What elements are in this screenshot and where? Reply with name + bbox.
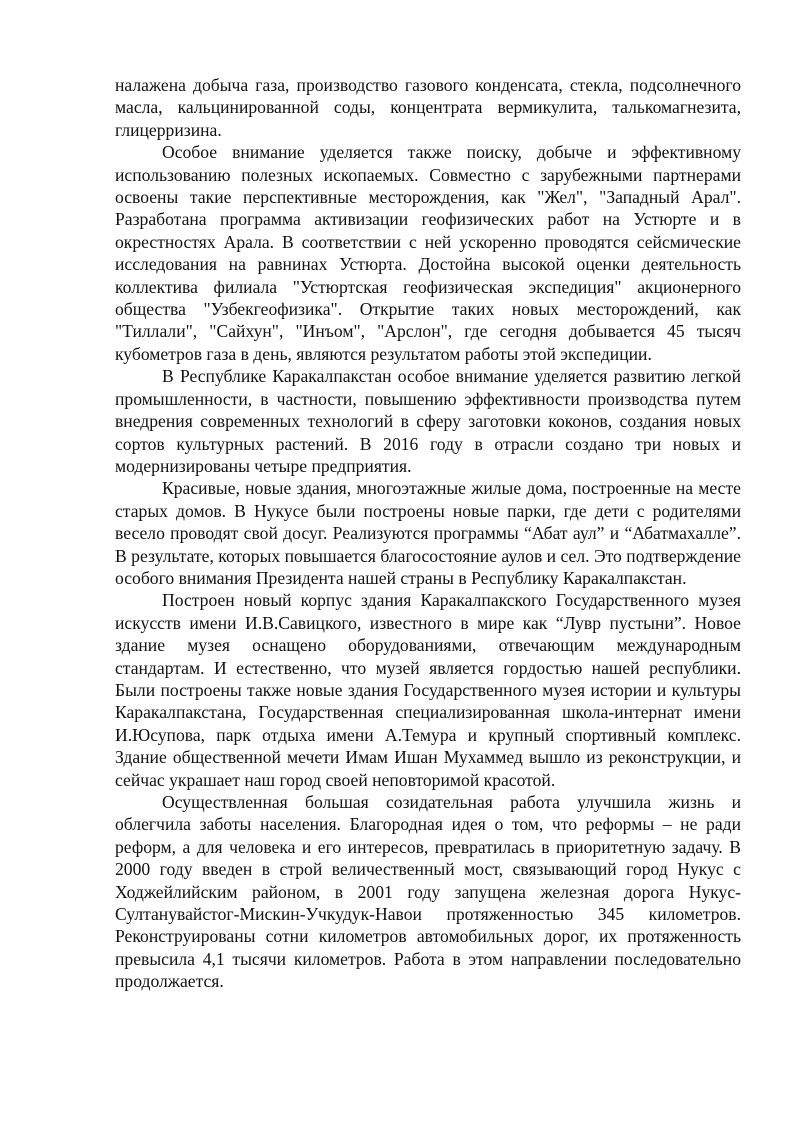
- paragraph-infrastructure: Осуществленная большая созидательная работа улучшила жизнь и облегчила заботы населения. Благородная идея о том, что реформы – не ради реформ, а для человека и его интересов, превратилась в приоритетную задачу. В 2000 году введен в строй величественный мост, связывающий город Нукус с Ходжейлийским районом, в 2001 году запущена железная дорога Нукус-Султанувайстог-Мискин-Учкудук-Навои протяженностью 345 километров. Реконструированы сотни километров автомобильных дорог, их протяженность превысила 4,1 тысячи километров. Работа в этом направлении последовательно продолжается.: [115, 792, 741, 992]
- paragraph-museum: Построен новый корпус здания Каракалпакского Государственного музея искусств имени И.В.Савицкого, известного в мире как “Лувр пустыни”. Новое здание музея оснащено оборудованиями, отвечающим международным стандартам. И естественно, что музей является гордостью нашей республики. Были построены также новые здания Государственного музея истории и культуры Каракалпакстана, Государственная специализированная школа-интернат имени И.Юсупова, парк отдыха имени А.Темура и крупный спортивный комплекс. Здание общественной мечети Имам Ишан Мухаммед вышло из реконструкции, и сейчас украшает наш город своей неповторимой красотой.: [115, 590, 741, 790]
- document-page: [115, 74, 741, 993]
- paragraph-new-buildings: Красивые, новые здания, многоэтажные жилые дома, построенные на месте старых домов. В Нукусе были построены новые парки, где дети с родителями весело проводят свой досуг. Реализуются программы “Абат аул” и “Абатмахалле”. В результате, которых повышается благосостояние аулов и сел. Это подтверждение особого внимания Президента нашей страны в Республику Каракалпакстан.: [115, 478, 741, 588]
- paragraph-continuation: налажена добыча газа, производство газового конденсата, стекла, подсолнечного масла, кальцинированной соды, концентрата вермикулита, талькомагнезита, глицерризина.: [115, 75, 741, 140]
- paragraph-mineral-resources: Особое внимание уделяется также поиску, добыче и эффективному использованию полезных ископаемых. Совместно с зарубежными партнерами освоены такие перспективные месторождения, как "Жел", "Западный Арал". Разработана программа активизации геофизических работ на Устюрте и в окрестностях Арала. В соответствии с ней ускоренно проводятся сейсмические исследования на равнинах Устюрта. Достойна высокой оценки деятельность коллектива филиала "Устюртская геофизическая экспедиция" акционерного общества "Узбекгеофизика". Открытие таких новых месторождений, как "Тиллали", "Сайхун", "Инъом", "Арслон", где сегодня добывается 45 тысяч кубометров газа в день, являются результатом работы этой экспедиции.: [115, 142, 741, 364]
- paragraph-light-industry: В Республике Каракалпакстан особое внимание уделяется развитию легкой промышленности, в частности, повышению эффективности производства путем внедрения современных технологий в сферу заготовки коконов, создания новых сортов культурных растений. В 2016 году в отрасли создано три новых и модернизированы четыре предприятия.: [115, 366, 741, 476]
